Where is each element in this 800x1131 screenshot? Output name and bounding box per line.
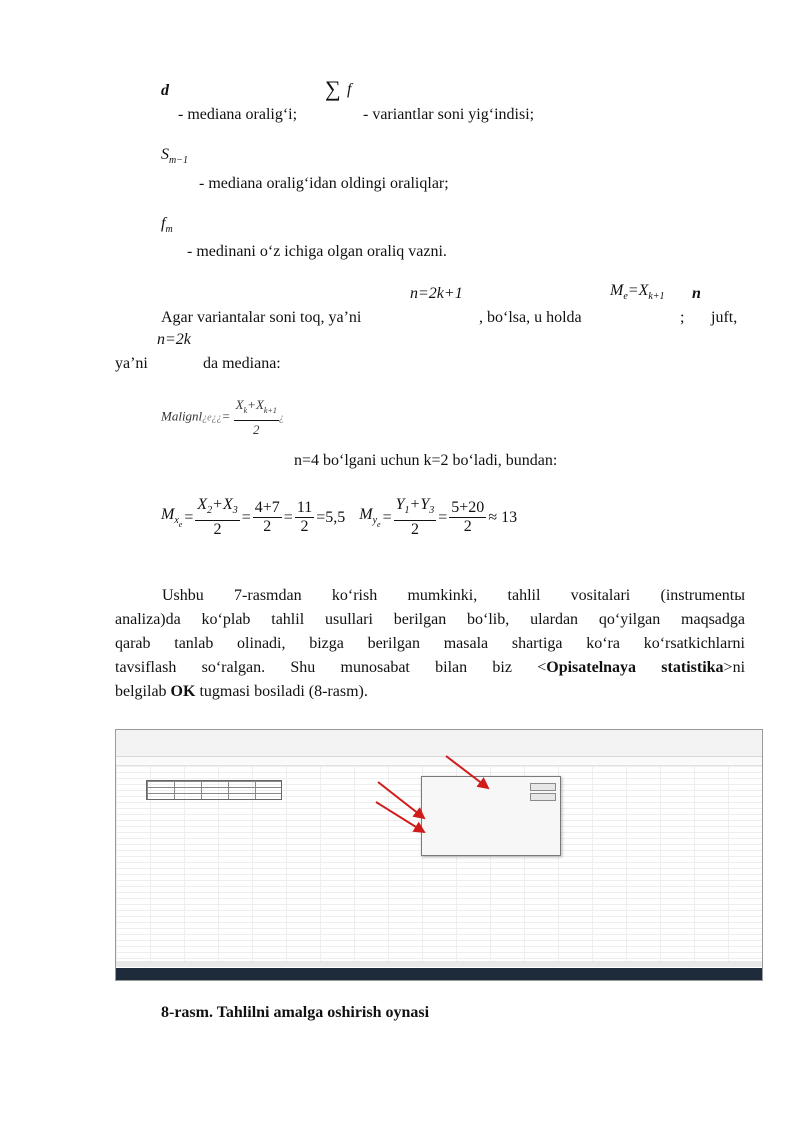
fm-definition: - medinani o‘z ichiga olgan oraliq vazni. xyxy=(187,243,447,260)
median-calculation: $M_{x_e}$ = $\frac{X_2+X_3}{2}$ = $\frac{4+7}{2}$ = $\frac{11}{2}$ =5,5 $M_{y_e}$ = $\frac{Y_1+Y_3}{2}$ = $\frac{5+20}{2}$ ≈ 13 xyxy=(161,496,518,538)
f-symbol: f xyxy=(347,81,352,98)
fm-symbol: $f_m$ xyxy=(161,215,173,235)
fraction-11: $\frac{11}{2}$ xyxy=(296,499,313,535)
n-line: n=4 bo‘lgani uchun k=2 bo‘ladi, bundan: xyxy=(294,452,558,469)
result-y: ≈ 13 xyxy=(488,508,518,526)
formula-me: $M_e=X_{k+1}$ xyxy=(610,282,665,302)
odd-line-text-2: , bo‘lsa, u holda xyxy=(479,309,582,326)
excel-screenshot-figure xyxy=(115,729,763,981)
fraction-5-20: $\frac{5+20}{2}$ xyxy=(451,499,485,535)
figure-caption: 8-rasm. Tahlilni amalga oshirish oynasi xyxy=(161,1004,430,1021)
arrow-ok xyxy=(446,756,488,788)
mx-symbol: $M_{x_e}$ xyxy=(161,506,183,529)
fraction-x2-x3: $\frac{X_2+X_3}{2}$ xyxy=(197,496,238,538)
paragraph-line: belgilab OK tugmasi bosiladi (8-rasm). xyxy=(115,683,368,700)
s-symbol: $S_{m-1}$ xyxy=(161,146,188,166)
s-definition: - mediana oralig‘idan oldingi oraliqlar; xyxy=(199,175,449,192)
arrow-2 xyxy=(376,802,424,832)
formula-even: n=2k xyxy=(157,331,191,348)
odd-line-text: Agar variantalar soni toq, ya’ni xyxy=(161,309,362,326)
windows-taskbar xyxy=(116,968,762,980)
arrow-1 xyxy=(378,782,424,818)
my-symbol: $M_{y_e}$ xyxy=(359,506,381,529)
malign-formula: Malignl¿e¿¿= $\frac{X_k+X_{k+1}}{2}$ ¿ xyxy=(161,397,284,437)
odd-line-text-3: ; xyxy=(680,309,685,326)
malign-fraction: $\frac{X_k+X_{k+1}}{2}$ xyxy=(235,397,277,437)
paragraph-line: qarab tanlab olinadi, bizga berilgan masala shartiga ko‘ra ko‘rsatkichlarni xyxy=(115,635,745,652)
paragraph-line: tavsiflash so‘ralgan. Shu munosabat bilan biz <Opisatelnaya statistika>ni xyxy=(115,659,746,676)
annotation-arrows xyxy=(116,730,762,980)
formula-odd: n=2k+1 xyxy=(410,285,463,302)
d-symbol: d xyxy=(161,82,169,99)
sheet-tabs xyxy=(116,961,762,967)
paragraph-line: analiza)da ko‘plab tahlil usullari berilgan bo‘lib, ulardan qo‘yilgan maqsadga xyxy=(115,611,745,628)
even-line-b: da mediana: xyxy=(203,355,281,372)
sum-symbol: ∑ xyxy=(325,76,341,101)
fraction-4-7: $\frac{4+7}{2}$ xyxy=(254,499,280,535)
formula-n: n xyxy=(692,285,701,302)
odd-line-text-4: juft, xyxy=(711,309,738,326)
d-definition: - mediana oralig‘i; xyxy=(178,106,298,123)
result-x: =5,5 xyxy=(316,508,346,526)
even-line-a: ya’ni xyxy=(115,355,148,372)
sum-definition: - variantlar soni yig‘indisi; xyxy=(363,106,535,123)
body-paragraph xyxy=(115,584,745,704)
fraction-y1-y3: $\frac{Y_1+Y_3}{2}$ xyxy=(395,496,435,538)
paragraph-line: Ushbu 7-rasmdan ko‘rish mumkinki, tahlil vositalari (instrumentы xyxy=(162,587,745,604)
